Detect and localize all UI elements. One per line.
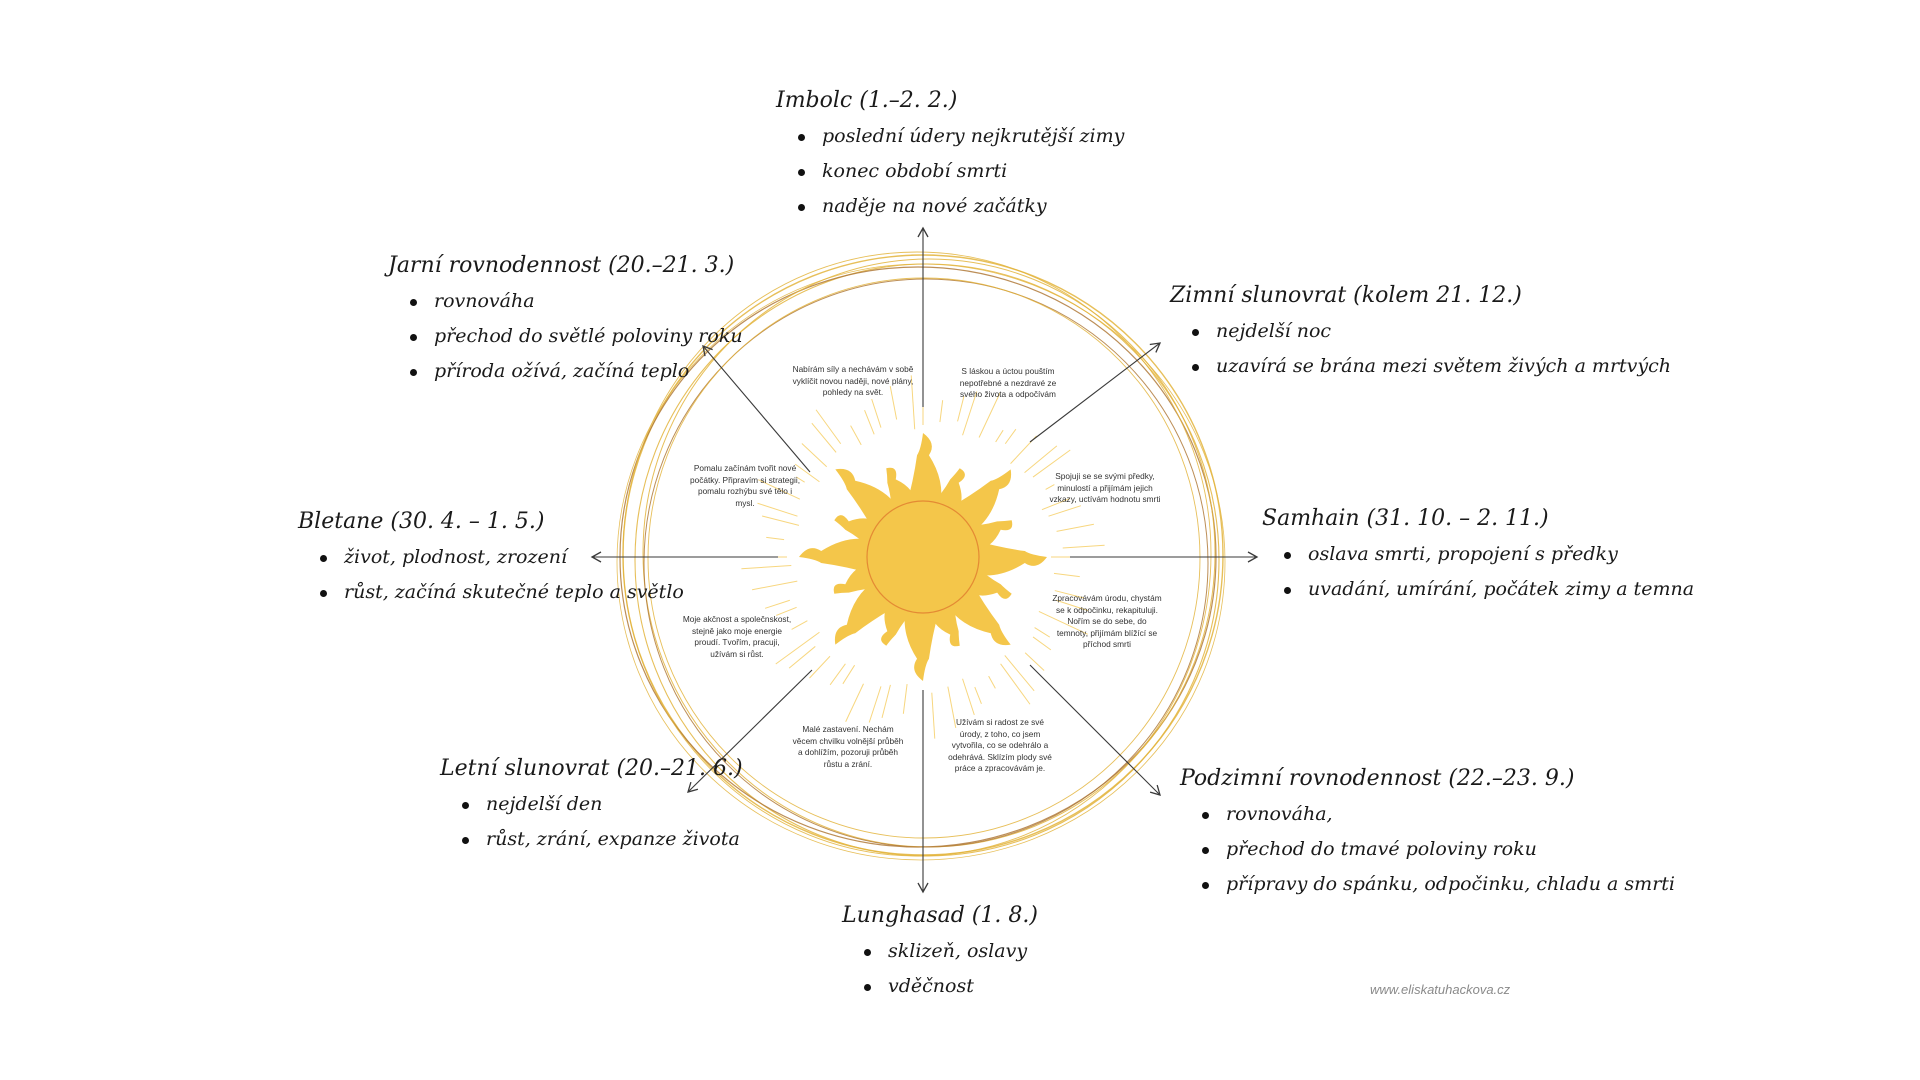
list-item: růst, začíná skutečné teplo a světlo (320, 575, 684, 610)
festival-title: Imbolc (1.–2. 2.) (776, 88, 958, 113)
festival-title: Samhain (31. 10. – 2. 11.) (1262, 506, 1549, 531)
list-item: sklizeň, oslavy (864, 934, 1038, 969)
light-ray (865, 410, 875, 434)
light-ray (1001, 664, 1030, 704)
light-ray (940, 400, 943, 422)
inner-text-samhain: Spojuji se se svými předky, minulostí a přijímám jejich vzkazy, uctívám hodnotu smrti (1049, 471, 1161, 504)
light-ray (830, 664, 845, 685)
list-item: nejdelší noc (1192, 314, 1671, 349)
festival-title: Jarní rovnodennost (20.–21. 3.) (388, 253, 735, 278)
light-ray (765, 600, 790, 608)
light-ray (802, 443, 827, 466)
light-ray (846, 684, 864, 722)
festival-podzimni-rovnodennost (1180, 766, 1675, 902)
inner-text-podzimni: Zpracovávám úrodu, chystám se k odpočinku, rekapituluji. Nořím se do sebe, do temnoty, přijímám blížící se příchod smrti (1052, 593, 1162, 649)
festival-bletane (298, 509, 684, 610)
inner-text-zimni-slunovrat: S láskou a úctou pouštím nepotřebné a nezdravé ze svého života a odpočívám (959, 366, 1057, 399)
list-item: konec období smrti (798, 154, 1124, 189)
inner-text-jarni: Pomalu začínám tvořit nové počátky. Připravím si strategii, pomalu rozhýbu své tělo i mysl. (689, 463, 801, 508)
festival-list (440, 787, 743, 857)
festival-title: Lunghasad (1. 8.) (842, 903, 1038, 928)
festival-list (1262, 537, 1694, 607)
light-ray (1033, 637, 1051, 650)
festival-list (776, 119, 1124, 224)
light-ray (1025, 653, 1044, 671)
light-ray (1025, 446, 1057, 473)
list-item: naděje na nové začátky (798, 189, 1124, 224)
light-ray (1005, 655, 1034, 690)
light-ray (1049, 506, 1081, 517)
list-item: uvadání, umírání, počátek zimy a temna (1284, 572, 1694, 607)
inner-text-letni: Malé zastavení. Nechám věcem chvilku volnější průběh a dohlížím, pozoruji průběh růstu a zrání. (792, 724, 904, 769)
light-ray (1035, 628, 1050, 638)
light-ray (843, 665, 855, 684)
light-ray (1057, 524, 1094, 531)
list-item: přechod do tmavé poloviny roku (1202, 832, 1675, 867)
festival-title: Podzimní rovnodennost (22.–23. 9.) (1180, 766, 1575, 791)
light-ray (812, 423, 836, 452)
light-ray (1063, 545, 1105, 548)
festival-title: Bletane (30. 4. – 1. 5.) (298, 509, 545, 534)
festival-letni-slunovrat (440, 756, 743, 857)
sun-flame-ray (906, 433, 941, 507)
sun-flame-ray (905, 607, 940, 681)
light-ray (851, 426, 862, 445)
light-ray (789, 646, 815, 668)
inner-text-bletane: Moje akčnost a společnskost, stejně jako moje energie proudí. Tvořím, pracuji, užívám si růst. (682, 614, 792, 659)
light-ray (762, 516, 799, 525)
light-ray (766, 537, 784, 539)
festival-jarni-rovnodennost (388, 253, 743, 389)
list-item: rovnováha (410, 284, 743, 319)
sun-core (865, 499, 981, 615)
festival-list (388, 284, 743, 389)
light-ray (741, 566, 791, 569)
light-ray (816, 410, 841, 444)
light-ray (792, 621, 808, 630)
festival-samhain (1262, 506, 1694, 607)
list-item: růst, zrání, expanze života (462, 822, 743, 857)
list-item: přípravy do spánku, odpočinku, chladu a smrti (1202, 867, 1675, 902)
festival-list (842, 934, 1038, 1004)
festival-list (1180, 797, 1675, 902)
list-item: poslední údery nejkrutější zimy (798, 119, 1124, 154)
festival-list (1170, 314, 1671, 384)
light-ray (1054, 573, 1080, 576)
inner-text-lunghasad: Užívám si radost ze své úrody, z toho, co jsem vytvořila, co se odehrálo a odehrává. Sklízím plody své práce a zpracovávám je. (948, 717, 1052, 773)
light-ray (752, 581, 797, 590)
light-ray (989, 676, 996, 688)
festival-imbolc (776, 88, 1124, 224)
light-ray (882, 685, 890, 718)
light-ray (1005, 429, 1016, 444)
festival-title: Zimní slunovrat (kolem 21. 12.) (1170, 283, 1522, 308)
festival-list (298, 540, 684, 610)
sun-flame-ray (799, 539, 873, 574)
light-ray (932, 693, 935, 739)
sun-icon (799, 433, 1047, 681)
list-item: uzavírá se brána mezi světem živých a mrtvých (1192, 349, 1671, 384)
light-ray (963, 679, 975, 715)
light-ray (809, 656, 830, 678)
light-ray (903, 684, 907, 714)
list-item: nejdelší den (462, 787, 743, 822)
light-ray (996, 430, 1003, 442)
website-url[interactable]: www.eliskatuhackova.cz (1370, 982, 1511, 997)
light-ray (975, 687, 982, 704)
list-item: přechod do světlé poloviny roku (410, 319, 743, 354)
festival-title: Letní slunovrat (20.–21. 6.) (440, 756, 743, 781)
list-item: život, plodnost, zrození (320, 540, 684, 575)
list-item: oslava smrti, propojení s předky (1284, 537, 1694, 572)
light-ray (869, 686, 881, 722)
list-item: příroda ožívá, začíná teplo (410, 354, 743, 389)
list-item: vděčnost (864, 969, 1038, 1004)
light-ray (872, 399, 881, 428)
list-item: rovnováha, (1202, 797, 1675, 832)
festival-zimni-slunovrat (1170, 283, 1671, 384)
inner-text-imbolc: Nabírám síly a nechávám v sobě vyklíčit novou naději, nové plány, pohledy na svět. (792, 364, 914, 397)
festival-lunghasad (842, 903, 1038, 1004)
